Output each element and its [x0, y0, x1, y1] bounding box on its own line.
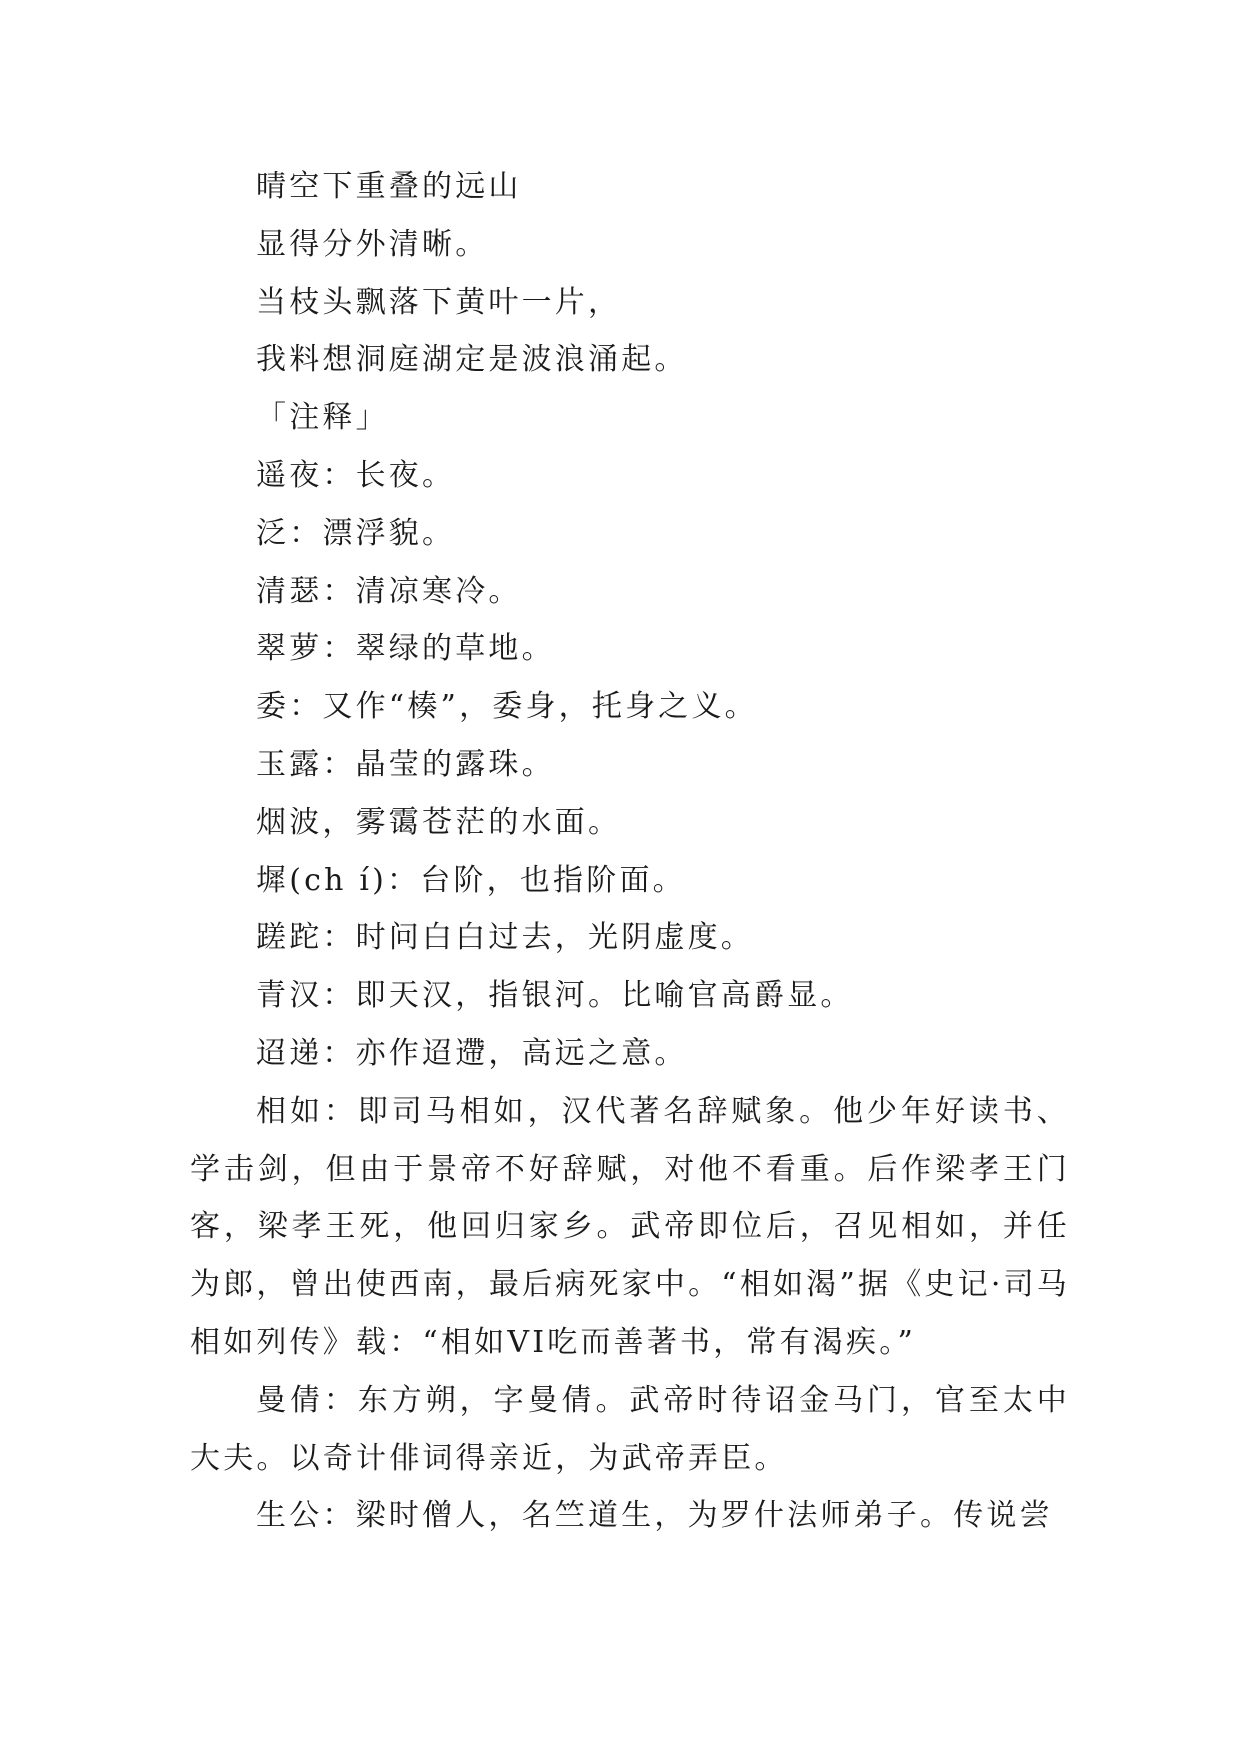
note-item: 墀(ch í)：台阶，也指阶面。 [256, 862, 686, 898]
note-item: 蹉跎：时问白白过去，光阴虚度。 [256, 920, 754, 956]
note-item: 泛：漂浮貌。 [256, 515, 456, 551]
poem-line: 当枝头飘落下黄叶一片， [256, 284, 622, 320]
note-paragraph: 相如：即司马相如，汉代著名辞赋象。他少年好读书、学击剑，但由于景帝不好辞赋，对他不看重。后作梁孝王门客，梁孝王死，他回归家乡。武帝即位后，召见相如，并任为郎，曾出使西南，最后病死家中。“相如渴”据《史记·司马相如列传》载：“相如VI吃而善著书，常有渴疾。” [190, 1093, 1070, 1360]
document-body [190, 158, 1070, 1545]
note-item: 清瑟：清凉寒冷。 [256, 573, 522, 609]
note-item: 遥夜：长夜。 [256, 457, 456, 493]
note-item: 青汉：即天汉，指银河。比喻官高爵显。 [256, 978, 854, 1014]
poem-line: 我料想洞庭湖定是波浪涌起。 [256, 342, 688, 378]
notes-heading: 「注释」 [256, 400, 389, 436]
poem-line: 显得分外清晰。 [256, 226, 489, 262]
note-paragraph: 生公：梁时僧人，名竺道生，为罗什法师弟子。传说尝 [256, 1498, 1053, 1534]
note-item: 烟波，雾霭苍茫的水面。 [256, 804, 622, 840]
note-paragraph: 曼倩：东方朔，字曼倩。武帝时待诏金马门，官至太中大夫。以奇计俳词得亲近，为武帝弄臣。 [190, 1382, 1070, 1476]
note-item: 委：又作“楱”，委身，托身之义。 [256, 689, 758, 725]
note-item: 迢递：亦作迢遰，高远之意。 [256, 1035, 688, 1071]
note-item: 翠萝：翠绿的草地。 [256, 631, 555, 667]
note-item: 玉露：晶莹的露珠。 [256, 746, 555, 782]
poem-line: 晴空下重叠的远山 [256, 169, 522, 204]
